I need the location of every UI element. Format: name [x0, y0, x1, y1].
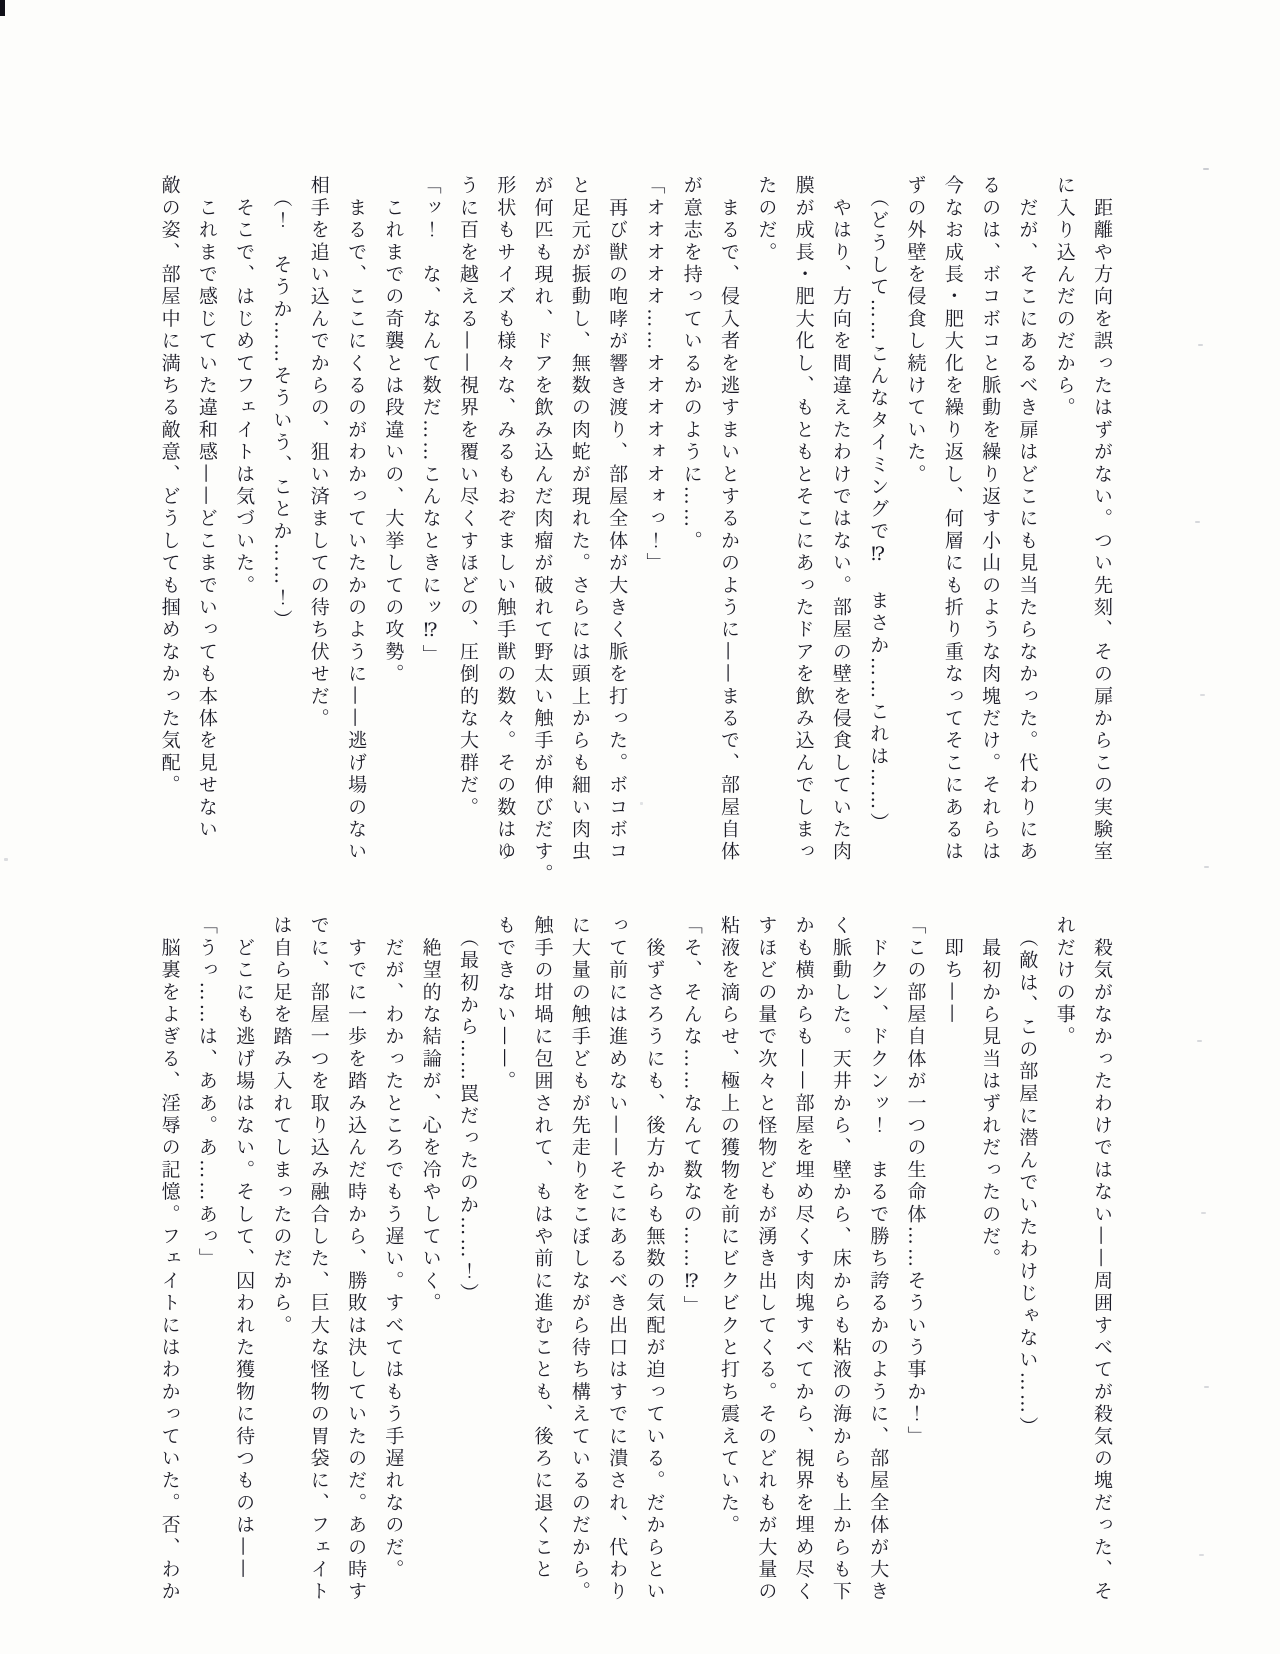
text-line: （！ そうか……そういう、ことか……！）: [270, 175, 293, 632]
scan-speck: [1204, 1386, 1209, 1388]
text-line: うに百を越える——視界を覆い尽くすほどの、圧倒的な大群だ。: [456, 175, 479, 819]
text-line: 敵の姿、部屋中に満ちる敵意、どうしても掴めなかった気配。: [158, 175, 181, 797]
text-line: と足元が振動し、無数の肉蛇が現れた。さらには頭上からも細い肉虫: [568, 175, 591, 864]
scan-speck: [1201, 1212, 1206, 1214]
text-line: 脳裏をよぎる、淫辱の記憶。フェイトにはわかっていた。否、わか: [158, 915, 181, 1604]
text-line: たのだ。: [755, 175, 778, 264]
text-line: く脈動した。天井から、壁から、床からも粘液の海からも上からも下: [829, 915, 852, 1604]
text-line: まるで、侵入者を逃すまいとするかのように——まるで、部屋自体: [718, 175, 741, 864]
text-line: 「うっ……は、ああ。あ……あっ」: [195, 915, 218, 1271]
text-line: 今なお成長・肥大化を繰り返し、何層にも折り重なってそこにあるは: [941, 175, 964, 864]
scan-corner-artifact: [0, 0, 5, 16]
text-line: 膜が成長・肥大化し、もともとそこにあったドアを飲み込んでしまっ: [792, 175, 815, 864]
text-line: 「ッ！ な、なんて数だ……こんなときにッ⁉」: [419, 175, 442, 667]
text-line: 殺気がなかったわけではない——周囲すべてが殺気の塊だった、そ: [1091, 915, 1113, 1604]
text-line: るのは、ボコボコと脈動を繰り返す小山のような肉塊だけ。それらは: [979, 175, 1002, 864]
text-line: すでに一歩を踏み込んだ時から、勝敗は決していたのだ。あの時す: [345, 915, 368, 1604]
text-line: ドクン、ドクンッ！ まるで勝ち誇るかのように、部屋全体が大き: [867, 915, 890, 1604]
text-line: もできない——。: [494, 915, 517, 1093]
text-line: 触手の坩堝に包囲されて、もはや前に進むことも、後ろに退くこと: [531, 915, 554, 1581]
text-line: これまで感じていた違和感——どこまでいっても本体を見せない: [195, 175, 218, 841]
text-line: ずの外壁を侵食し続けていた。: [904, 175, 927, 486]
text-line: 相手を追い込んでからの、狙い済ましての待ち伏せだ。: [307, 175, 330, 730]
text-line: 絶望的な結論が、心を冷やしていく。: [419, 915, 442, 1315]
scan-speck: [4, 858, 8, 861]
text-line: れだけの事。: [1053, 915, 1076, 1049]
scan-speck: [1197, 1040, 1202, 1042]
text-line: やはり、方向を間違えたわけではない。部屋の壁を侵食していた肉: [829, 175, 852, 864]
text-line: （敵は、この部屋に潜んでいたわけじゃない……）: [1016, 915, 1039, 1439]
text-line: まるで、ここにくるのがわかっていたかのように——逃げ場のない: [345, 175, 368, 864]
text-line: 後ずさろうにも、後方からも無数の気配が迫っている。だからとい: [643, 915, 666, 1604]
text-line: 再び獣の咆哮が響き渡り、部屋全体が大きく脈を打った。ボコボコ: [606, 175, 629, 864]
text-line: が意志を持っているかのように……。: [680, 175, 703, 553]
text-line: （最初から……罠だったのか……！）: [456, 915, 479, 1306]
text-line: だが、わかったところでもう遅い。すべてはもう手遅れなのだ。: [382, 915, 405, 1581]
text-block-top: [150, 175, 1120, 886]
text-line: これまでの奇襲とは段違いの、大挙しての攻勢。: [382, 175, 405, 686]
text-line: に大量の触手どもが先走りをこぼしながら待ち構えているのだから。: [568, 915, 591, 1604]
text-block-bottom: [150, 915, 1120, 1617]
text-line: （どうして……こんなタイミングで⁉ まさか……これは……）: [867, 175, 890, 835]
text-line: 「この部屋自体が一つの生命体……そういう事か！」: [904, 915, 927, 1448]
scan-speck: [1204, 866, 1209, 868]
text-line: すほどの量で次々と怪物どもが湧き出してくる。そのどれもが大量の: [755, 915, 778, 1604]
scan-speck: [1195, 521, 1200, 523]
text-line: だが、そこにあるべき扉はどこにも見当たらなかった。代わりにあ: [1016, 175, 1039, 864]
scan-speck: [1200, 694, 1205, 696]
text-line: 粘液を滴らせ、極上の獲物を前にビクビクと打ち震えていた。: [718, 915, 741, 1537]
text-line: かも横からも——部屋を埋め尽くす肉塊すべてから、視界を埋め尽く: [792, 915, 815, 1604]
text-line: 最初から見当はずれだったのだ。: [979, 915, 1002, 1271]
text-line: は自ら足を踏み入れてしまったのだから。: [270, 915, 293, 1337]
text-line: 「オオオオオ……オオオオォオォっ！」: [643, 175, 666, 575]
scan-speck: [1198, 344, 1203, 346]
text-line: 距離や方向を誤ったはずがない。つい先刻、その扉からこの実験室: [1091, 175, 1113, 864]
text-line: に入り込んだのだから。: [1053, 175, 1076, 420]
scan-speck: [1203, 168, 1209, 170]
scan-speck: [640, 802, 643, 805]
text-line: 形状もサイズも様々な、みるもおぞましい触手獣の数々。その数はゆ: [494, 175, 517, 864]
text-line: って前には進めない——そこにあるべき出口はすでに潰され、代わり: [606, 915, 629, 1604]
text-line: そこで、はじめてフェイトは気づいた。: [233, 175, 256, 597]
text-line: でに、部屋一つを取り込み融合した、巨大な怪物の胃袋に、フェイト: [307, 915, 330, 1604]
text-line: 即ち——: [941, 915, 964, 1026]
text-line: が何匹も現れ、ドアを飲み込んだ肉瘤が破れて野太い触手が伸びだす。: [531, 175, 554, 886]
text-line: どこにも逃げ場はない。そして、囚われた獲物に待つものは——: [233, 915, 256, 1581]
text-line: 「そ、そんな……なんて数なの……⁉」: [680, 915, 703, 1318]
scan-speck: [1199, 1554, 1204, 1556]
